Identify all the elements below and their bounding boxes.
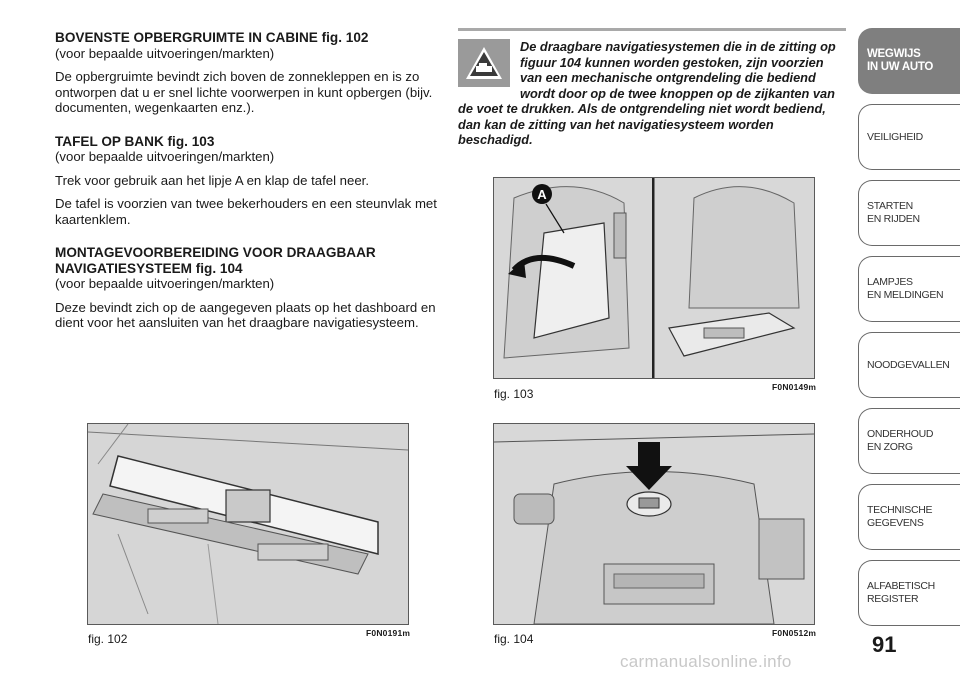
tab-noodgevallen[interactable]: NOODGEVALLEN: [858, 332, 960, 398]
section-body: Trek voor gebruik aan het lipje A en klap de tafel neer.: [55, 172, 370, 188]
tab-onderhoud[interactable]: ONDERHOUD EN ZORG: [858, 408, 960, 474]
figure-103-code: F0N0149m: [772, 382, 817, 392]
section-title-bench-table: TAFEL OP BANK fig. 103: [55, 133, 215, 149]
tab-veiligheid[interactable]: VEILIGHEID: [858, 104, 960, 170]
figure-102-image: [87, 423, 409, 625]
tab-alfabetisch[interactable]: ALFABETISCH REGISTER: [858, 560, 960, 626]
tab-lampjes[interactable]: LAMPJES EN MELDINGEN: [858, 256, 960, 322]
section-title-navigation: MONTAGEVOORBEREIDING VOOR DRAAGBAAR NAVIGATIESYSTEEM fig. 104: [55, 245, 376, 276]
section-note: (voor bepaalde uitvoeringen/markten): [55, 276, 275, 291]
section-title-upper-storage: BOVENSTE OPBERGRUIMTE IN CABINE fig. 102: [55, 30, 369, 45]
figure-104-image: [493, 423, 815, 625]
figure-104-caption: fig. 104: [494, 632, 534, 646]
warning-triangle-icon: [458, 39, 510, 87]
left-text-column: [55, 30, 445, 339]
tab-wegwijs[interactable]: WEGWIJS IN UW AUTO: [858, 28, 960, 94]
section-note: (voor bepaalde uitvoeringen/markten): [55, 149, 275, 164]
chapter-tabs: [858, 28, 960, 636]
watermark: carmanualsonline.info: [620, 652, 792, 671]
section-body: De opbergruimte bevindt zich boven de zonnekleppen en is zo ontworpen dat u er snel lichte voorwerpen in kunt opbergen (bijv. documenten, wegenkaarten enz.).: [55, 69, 433, 115]
figure-103-image: [493, 177, 815, 379]
figure-103-caption: fig. 103: [494, 387, 534, 401]
figure-104-code: F0N0512m: [772, 628, 817, 638]
figure-102-caption: fig. 102: [88, 632, 128, 646]
tab-technische[interactable]: TECHNISCHE GEGEVENS: [858, 484, 960, 550]
section-body: De tafel is voorzien van twee bekerhouders en een steunvlak met kaartenklem.: [55, 196, 437, 227]
section-note: (voor bepaalde uitvoeringen/markten): [55, 45, 275, 61]
section-body: Deze bevindt zich op de aangegeven plaats op het dashboard en dient voor het aansluiten van het draagbare navigatiesysteem.: [55, 299, 436, 330]
figure-102-code: F0N0191m: [366, 628, 411, 638]
tab-starten[interactable]: STARTEN EN RIJDEN: [858, 180, 960, 246]
page-number: 91: [872, 632, 897, 657]
warning-box: [458, 28, 846, 148]
label-a: A: [537, 187, 547, 202]
warning-text: De draagbare navigatiesystemen die in de zitting op figuur 104 kunnen worden gestoken, zijn voorzien van een mechanische ontgrendeling die bediend wordt door op de twee knoppen op de zijkanten van de voet te drukken. Als de ontgrendeling niet wordt bediend, dan kan de zitting van het navigatiesysteem worden beschadigd.: [458, 39, 836, 147]
